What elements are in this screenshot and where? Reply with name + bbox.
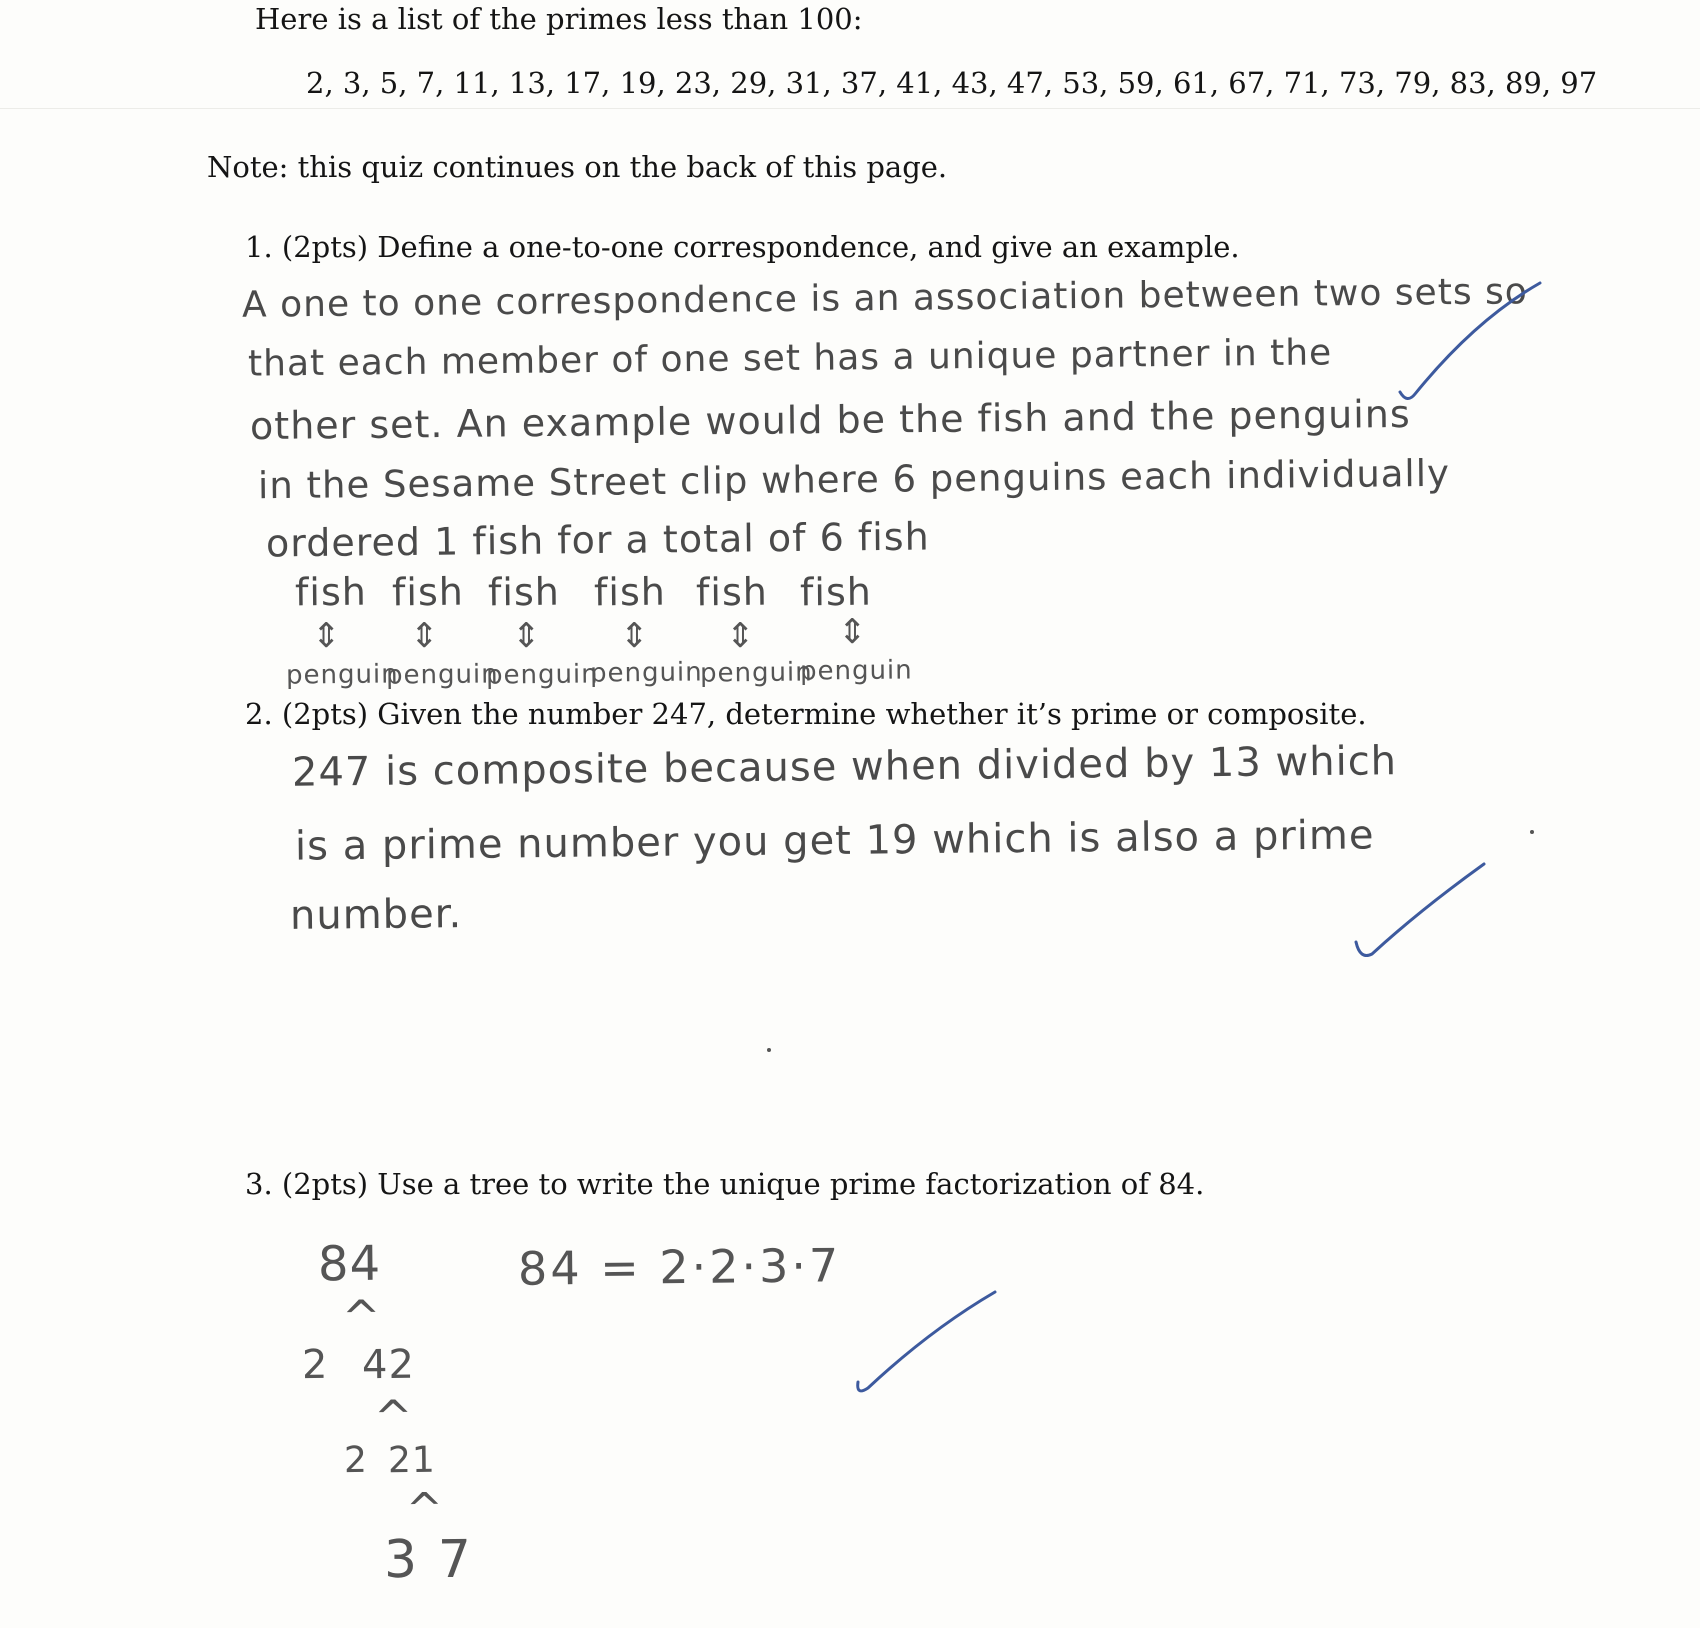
question-number: 3. [245,1167,273,1201]
question-text: (2pts) Use a tree to write the unique prime factorization of 84. [281,1167,1205,1201]
tree-node: 42 [361,1341,416,1389]
double-arrow-icon: ⇕ [410,616,439,656]
tree-branch-caret: ^ [341,1289,382,1345]
fish-label: fish [391,569,465,615]
double-arrow-icon: ⇕ [512,616,541,656]
double-arrow-icon: ⇕ [620,616,649,656]
primes-list: 2, 3, 5, 7, 11, 13, 17, 19, 23, 29, 31, 37, 41, 43, 47, 53, 59, 61, 67, 71, 73, 79, 83, 89, 97 [306,66,1598,100]
question-number: 1. [245,230,273,264]
fish-label: fish [487,569,561,615]
fish-label: fish [695,569,769,615]
primes-intro: Here is a list of the primes less than 100: [255,2,863,36]
question-3 [245,1167,1204,1201]
stray-mark [767,1048,771,1052]
tree-node: 2 [343,1439,369,1482]
quiz-note: Note: this quiz continues on the back of this page. [207,150,948,184]
tree-node: 7 [437,1529,473,1591]
checkmark-icon [1395,280,1545,410]
tree-root: 84 [317,1235,382,1293]
answer-2-line-3: number. [289,891,463,939]
tree-node: 2 [301,1341,329,1389]
answer-1-line-5: ordered 1 fish for a total of 6 fish [265,514,930,566]
double-arrow-icon: ⇕ [726,616,755,656]
penguin-label: penguin [385,659,499,691]
answer-1-line-3: other set. An example would be the fish and the penguins [249,391,1411,449]
tree-branch-caret: ^ [405,1483,445,1536]
scan-artifact-line [0,108,1700,109]
checkmark-icon [850,1290,1000,1400]
question-text: (2pts) Given the number 247, determine whether it’s prime or composite. [281,697,1367,731]
double-arrow-icon: ⇕ [312,616,341,656]
answer-1-line-4: in the Sesame Street clip where 6 penguins each individually [257,451,1451,508]
answer-1-line-1: A one to one correspondence is an association between two sets so [241,271,1529,326]
penguin-label: penguin [285,659,399,691]
answer-1-line-2: that each member of one set has a unique partner in the [247,332,1333,385]
penguin-label: penguin [589,657,703,689]
penguin-label: penguin [699,657,813,689]
tree-branch-caret: ^ [373,1389,414,1445]
penguin-label: penguin [799,655,913,687]
factorization-result: 84 = 2·2·3·7 [517,1238,842,1296]
question-1 [245,230,1240,264]
fish-label: fish [593,569,667,615]
fish-label: fish [294,569,368,615]
checkmark-icon [1350,860,1490,970]
fish-label: fish [799,569,873,615]
question-text: (2pts) Define a one-to-one correspondence, and give an example. [281,230,1240,264]
double-arrow-icon: ⇕ [838,612,867,652]
tree-node: 21 [387,1439,437,1482]
question-2 [245,697,1367,731]
tree-node: 3 [383,1529,419,1591]
stray-mark [1530,830,1534,834]
penguin-label: penguin [485,659,599,691]
question-number: 2. [245,697,273,731]
answer-2-line-2: is a prime number you get 19 which is also a prime [294,812,1375,870]
answer-2-line-1: 247 is composite because when divided by 13 which [291,738,1398,796]
